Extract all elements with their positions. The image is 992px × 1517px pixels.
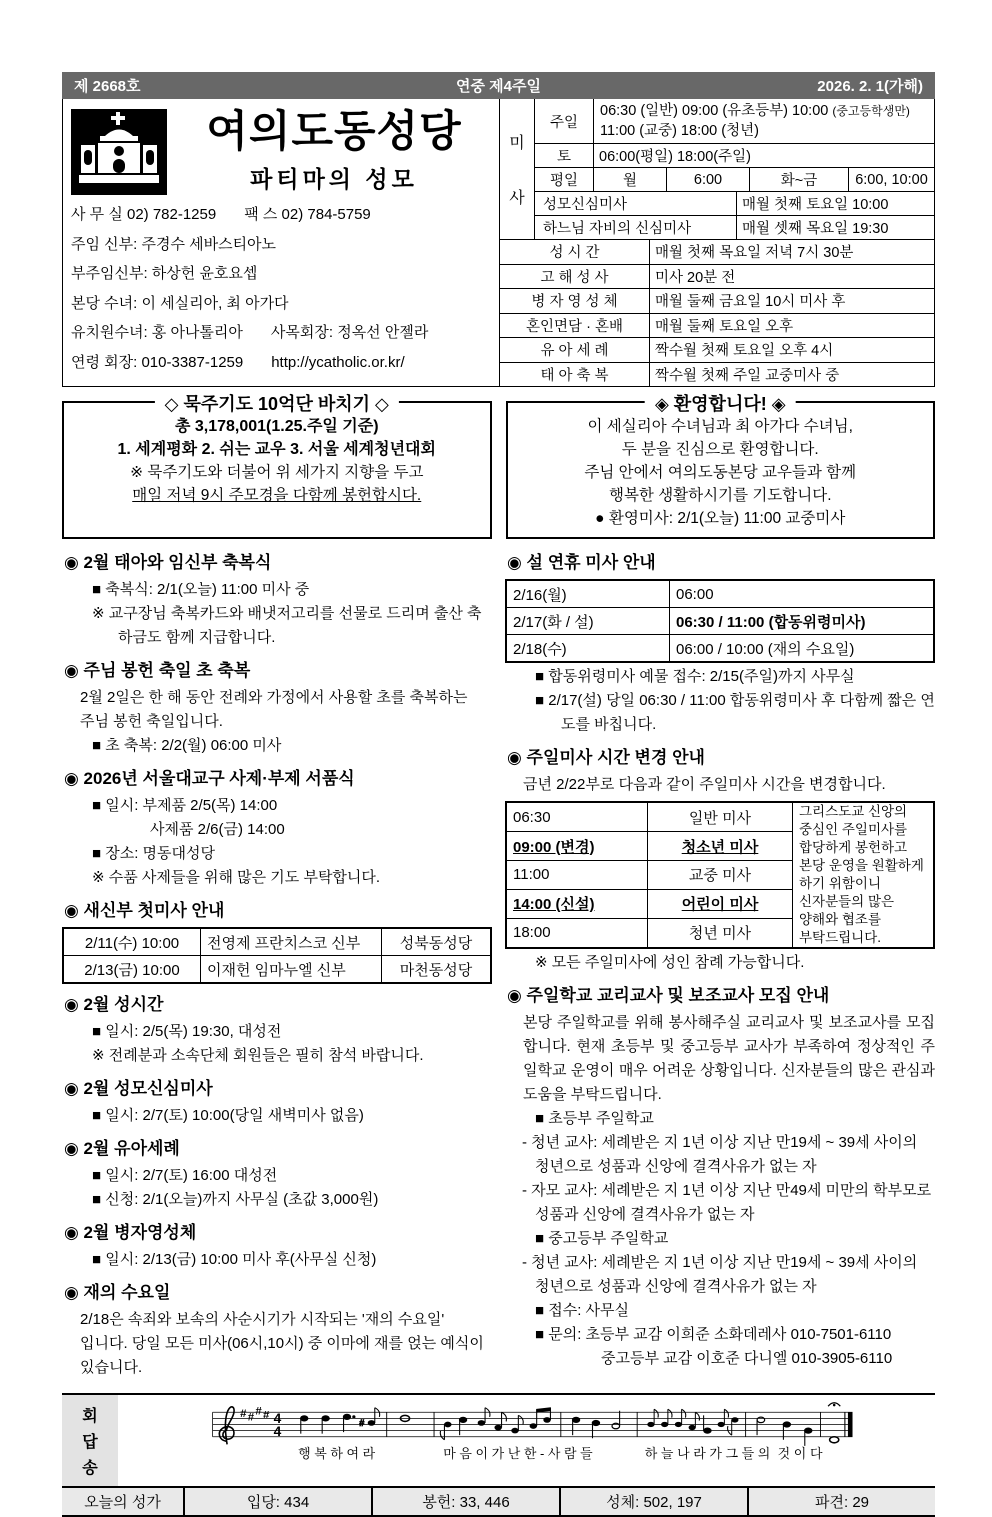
sunday-mass-row	[535, 99, 934, 144]
sharp-icon: #	[262, 1409, 270, 1422]
lyric-phrase: 하 늘 나 라 가 그 들 의	[644, 1446, 771, 1462]
section-fetus-blessing	[62, 551, 492, 650]
sunday-times-line2: 11:00 (교중) 18:00 (청년)	[600, 123, 759, 139]
section-paragraph: 2/18은 속죄와 보속의 사순시기가 시작되는 '재의 수요일' 입니다. 당일 모든 미사(06시,10시) 중 이마에 재를 얹는 예식이 있습니다.	[80, 1311, 484, 1376]
pastor-line: 주임 신부: 주경수 세바스티아노	[71, 235, 277, 253]
divine-mercy-label: 하느님 자비의 신심미사	[535, 216, 737, 239]
section-item: - 청년 교사: 세례받은 지 1년 이상 지난 만19세 ~ 39세 사이의 청년으로 성품과 신앙에 결격사유가 없는 자	[522, 1254, 918, 1295]
infant-baptism-row	[500, 338, 934, 363]
weekday-label: 평일	[535, 168, 594, 191]
bulletin-date: 2026. 2. 1(가해)	[817, 78, 923, 95]
top-info-section	[62, 99, 935, 387]
section-item: ■ 일시: 2/7(토) 10:00(당일 새벽미사 없음)	[92, 1107, 364, 1124]
table-row	[63, 928, 491, 956]
section-sick-communion	[62, 1221, 492, 1272]
sunday-times-note: (중고등학생만)	[832, 104, 910, 118]
confession-label: 고 해 성 사	[500, 265, 650, 289]
responsorial-psalm-label	[62, 1395, 118, 1486]
marriage-row	[500, 314, 934, 339]
sick-communion-label: 병 자 영 성 체	[500, 289, 650, 313]
mass-change-note: 그리스도교 신앙의 중심인 주일미사를 합당하게 봉헌하고 본당 운영을 원활하게 하기 위함이니 신자분들의 많은 양해와 협조를 부탁드립니다.	[793, 802, 935, 948]
right-column	[505, 549, 935, 1380]
mass-kind: 어린이 미사	[648, 889, 793, 918]
sunday-times	[594, 99, 934, 143]
communion-hymn: 성체: 502, 197	[559, 1488, 747, 1515]
entrance-hymn: 입당: 434	[183, 1488, 371, 1515]
offertory-hymn: 봉헌: 33, 446	[371, 1488, 559, 1515]
section-intro: 금년 2/22부로 다음과 같이 주일미사 시간을 변경합니다.	[523, 776, 886, 793]
section-item-cont: 사제품 2/6(금) 14:00	[150, 821, 285, 838]
rosary-box	[62, 394, 492, 539]
kindergarten-line	[71, 318, 491, 348]
section-paragraph: 본당 주일학교를 위해 봉사해주실 교리교사 및 보조교사를 모집합니다. 현재 초등부 및 중고등부 교사가 부족하여 정상적인 주일학교 운영이 매우 어려운 상황입니다. 신자분들의 많은 관심과 도움을 부탁드립니다.	[523, 1014, 935, 1103]
holiday-date: 2/16(월)	[506, 580, 670, 608]
divine-mercy-time: 매월 셋째 목요일 19:30	[742, 221, 889, 237]
section-title: ◉ 재의 수요일	[64, 1283, 171, 1302]
section-item: ■ 2/17(설) 당일 06:30 / 11:00 합동위령미사 후 다함께 짧은 연도를 바칩니다.	[535, 692, 935, 733]
mass-kind: 청소년 미사	[648, 832, 793, 861]
marian-devotion-time: 매월 첫째 토요일 10:00	[742, 197, 889, 213]
holy-hour-time: 매월 첫째 목요일 저녁 7시 30분	[655, 245, 854, 262]
section-title: ◉ 2월 병자영성체	[64, 1223, 197, 1242]
church-name-block	[177, 107, 491, 194]
sick-communion-row	[500, 289, 934, 314]
label-char: 답	[82, 1434, 98, 1451]
sick-communion-time: 매월 둘째 금요일 10시 미사 후	[655, 294, 846, 311]
svg-text:#: #	[359, 1418, 365, 1429]
church-icon	[71, 109, 167, 195]
section-paragraph: 2월 2일은 한 해 동안 전례와 가정에서 사용할 초를 축복하는 주님 봉헌 축일입니다.	[80, 689, 468, 730]
table-row	[63, 956, 491, 984]
sunday-label: 주일	[535, 99, 594, 143]
holiday-times: 06:00 / 10:00 (재의 수요일)	[670, 635, 935, 663]
first-mass-priest: 이재헌 임마누엘 신부	[201, 956, 382, 984]
section-title: ◉ 2월 태아와 임신부 축복식	[64, 553, 272, 572]
first-mass-priest: 전영제 프란치스코 신부	[201, 928, 382, 956]
welcome-box-title: ◈ 환영합니다! ◈	[645, 390, 796, 416]
masthead-bar	[62, 72, 935, 99]
first-mass-date: 2/11(수) 10:00	[63, 928, 201, 956]
welcome-line3: 주님 안에서 여의도동본당 교우들과 함께	[584, 464, 857, 481]
section-item: ■ 합동위령미사 예물 접수: 2/15(주일)까지 사무실	[535, 668, 855, 685]
section-item: ■ 신청: 2/1(오늘)까지 사무실 (초값 3,000원)	[92, 1191, 379, 1208]
responsorial-psalm-section	[62, 1393, 935, 1486]
label-char: 회	[82, 1408, 98, 1425]
pastoral-council-chair: 사목회장: 정옥선 안젤라	[270, 324, 429, 341]
content-columns	[62, 549, 935, 1380]
table-row	[506, 635, 934, 663]
logo-row	[71, 104, 491, 200]
section-title: ◉ 새신부 첫미사 안내	[64, 901, 225, 920]
marriage-time: 매월 둘째 토요일 오후	[655, 318, 794, 335]
dismissal-hymn: 파견: 29	[747, 1488, 935, 1515]
mass-time: 14:00 (신설)	[506, 889, 648, 918]
first-mass-parish: 성북동성당	[382, 928, 492, 956]
funeral-chair: 연령 회장: 010-3387-1259	[71, 353, 244, 371]
assistant-pastor-line: 부주임신부: 하상헌 윤호요셉	[71, 265, 258, 282]
office-phone: 사 무 실 02) 782-1259	[71, 206, 217, 223]
holy-hour-label: 성 시 간	[500, 240, 650, 264]
sisters-line: 본당 수녀: 이 세실리아, 최 아가다	[71, 294, 289, 312]
holiday-date: 2/17(화 / 설)	[506, 608, 670, 635]
funeral-line	[71, 348, 491, 378]
infant-baptism-time: 짝수월 첫째 토요일 오후 4시	[655, 343, 834, 360]
rosary-box-title: ◇ 묵주기도 10억단 바치기 ◇	[155, 390, 399, 416]
sharp-icon: #	[247, 1411, 255, 1424]
welcome-line4: 행복한 생활하시기를 기도합니다.	[608, 487, 832, 504]
section-ordination	[62, 767, 492, 890]
rosary-total: 총 3,178,001(1.25.주일 기준)	[174, 418, 379, 435]
mass-time: 18:00	[506, 918, 648, 948]
lunar-newyear-table	[505, 579, 935, 663]
section-item: ■ 접수: 사무실	[535, 1302, 630, 1319]
section-item: - 청년 교사: 세례받은 지 1년 이상 지난 만19세 ~ 39세 사이의 청년으로 성품과 신앙에 결격사유가 없는 자	[522, 1134, 918, 1175]
section-item: ■ 일시: 2/7(토) 16:00 대성전	[92, 1167, 278, 1184]
time-signature-top: 4	[273, 1410, 282, 1426]
section-item-cont: 중고등부 교감 이호준 다니엘 010-3905-6110	[601, 1350, 893, 1367]
mass-kind: 청년 미사	[648, 918, 793, 948]
rosary-intentions: 1. 세계평화 2. 쉬는 교우 3. 서울 세계청년대회	[117, 441, 436, 458]
section-marian-mass	[62, 1077, 492, 1128]
section-item: ■ 초 축복: 2/2(월) 06:00 미사	[92, 737, 282, 754]
lyric-phrase: 행 복 하 여 라	[298, 1446, 376, 1462]
marian-devotion-label: 성모신심미사	[535, 192, 737, 215]
section-title: ◉ 주일미사 시간 변경 안내	[507, 748, 705, 767]
table-row	[506, 580, 934, 608]
website-url: http://ycatholic.or.kr/	[271, 353, 405, 371]
section-item: - 자모 교사: 세례받은 지 1년 이상 지난 만49세 미만의 학부모로 성품과 신앙에 결격사유가 없는 자	[522, 1182, 932, 1223]
holy-hour-row	[500, 240, 934, 265]
table-row	[506, 802, 934, 832]
monday-time: 6:00	[667, 168, 750, 191]
music-staff	[124, 1397, 935, 1481]
time-signature-bottom: 4	[273, 1423, 282, 1439]
mass-side-label	[500, 99, 535, 239]
mass-side-char-2: 사	[509, 189, 525, 207]
saturday-label: 토	[535, 144, 594, 167]
holiday-date: 2/18(수)	[506, 635, 670, 663]
section-title: ◉ 주일학교 교리교사 및 보조교사 모집 안내	[507, 986, 830, 1005]
confession-row	[500, 265, 934, 290]
section-candle-blessing	[62, 659, 492, 758]
welcome-line1: 이 세실리아 수녀님과 최 아가다 수녀님,	[587, 418, 853, 435]
notice-boxes	[62, 394, 935, 539]
section-item: ■ 일시: 2/13(금) 10:00 미사 후(사무실 신청)	[92, 1251, 377, 1268]
section-title: ◉ 2월 성시간	[64, 995, 164, 1014]
holiday-times: 06:00	[670, 580, 935, 608]
first-mass-table	[62, 927, 492, 984]
section-item: ■ 축복식: 2/1(오늘) 11:00 미사 중	[92, 581, 310, 598]
section-note: ※ 모든 주일미사에 성인 참례 가능합니다.	[535, 954, 805, 971]
holiday-times: 06:30 / 11:00 (합동위령미사)	[670, 608, 935, 635]
section-first-mass	[62, 899, 492, 984]
church-subtitle: 파티마의 성모	[250, 165, 418, 192]
left-column	[62, 549, 492, 1380]
mass-times-block	[500, 99, 934, 240]
marian-devotion-row	[535, 192, 934, 216]
kindergarten-sister: 유치원수녀: 홍 아나톨리아	[71, 324, 243, 341]
todays-hymns-bar	[62, 1486, 935, 1517]
mass-change-table	[505, 801, 935, 949]
sunday-times-line1: 06:30 (일반) 09:00 (유초등부) 10:00	[600, 103, 833, 119]
monday-label: 월	[594, 168, 667, 191]
section-note: ※ 수품 사제들을 위해 많은 기도 부탁합니다.	[92, 869, 381, 886]
mass-kind: 교중 미사	[648, 861, 793, 890]
first-mass-date: 2/13(금) 10:00	[63, 956, 201, 984]
section-title: ◉ 주님 봉헌 축일 초 축복	[64, 661, 251, 680]
tue-fri-time: 6:00, 10:00	[855, 171, 928, 188]
church-logo-icon	[71, 109, 167, 195]
unborn-blessing-time: 짝수월 첫째 주일 교중미사 중	[655, 367, 840, 384]
mass-side-char-1: 미	[509, 135, 525, 153]
table-row	[506, 608, 934, 635]
confession-time: 미사 20분 전	[655, 269, 736, 286]
section-title: ◉ 2월 성모신심미사	[64, 1079, 213, 1098]
welcome-line2: 두 분을 진심으로 환영합니다.	[621, 441, 819, 458]
section-infant-baptism	[62, 1137, 492, 1212]
first-mass-parish: 마천동성당	[382, 956, 492, 984]
mass-time: 06:30	[506, 802, 648, 832]
liturgical-week: 연중 제4주일	[456, 78, 541, 95]
section-item: ■ 중고등부 주일학교	[535, 1230, 669, 1247]
section-item: ■ 장소: 명동대성당	[92, 845, 215, 862]
fax-number: 팩 스 02) 784-5759	[244, 206, 371, 223]
section-teacher-recruit	[505, 984, 935, 1371]
section-ash-wednesday	[62, 1281, 492, 1380]
section-title: ◉ 2월 유아세례	[64, 1139, 180, 1158]
mass-time: 11:00	[506, 861, 648, 890]
section-sunday-mass-change	[505, 746, 935, 975]
infant-baptism-label: 유 아 세 례	[500, 338, 650, 362]
welcome-box	[506, 394, 936, 539]
welcome-mass: ● 환영미사: 2/1(오늘) 11:00 교중미사	[595, 510, 846, 527]
church-identity-panel	[63, 99, 500, 386]
section-lunar-newyear	[505, 551, 935, 737]
section-title: ◉ 설 연휴 미사 안내	[507, 553, 656, 572]
saturday-times: 06:00(평일) 18:00(주일)	[599, 149, 751, 165]
music-staff-area	[118, 1395, 935, 1486]
sharp-icon: #	[240, 1407, 247, 1420]
mass-schedule-table	[500, 99, 934, 386]
rosary-note1: ※ 묵주기도와 더불어 위 세가지 지향을 두고	[130, 464, 424, 481]
church-name: 여의도동성당	[206, 107, 462, 156]
section-item: ■ 초등부 주일학교	[535, 1110, 654, 1127]
issue-number: 제 2668호	[74, 78, 141, 95]
marriage-label: 혼인면담 · 혼배	[500, 314, 650, 338]
section-item: ■ 일시: 부제품 2/5(목) 14:00	[92, 797, 278, 814]
section-title: ◉ 2026년 서울대교구 사제·부제 서품식	[64, 769, 355, 788]
section-item: ■ 일시: 2/5(목) 19:30, 대성전	[92, 1023, 282, 1040]
rosary-note2: 매일 저녁 9시 주모경을 다함께 봉헌합시다.	[132, 487, 422, 504]
hymns-label: 오늘의 성가	[84, 1494, 161, 1511]
lyric-phrase: 마 음 이 가 난 한 - 사 람 들	[443, 1446, 593, 1462]
weekday-mass-row	[535, 168, 934, 192]
mass-kind: 일반 미사	[648, 802, 793, 832]
saturday-mass-row	[535, 144, 934, 168]
bulletin-sheet	[62, 72, 935, 1517]
contact-line	[71, 200, 491, 230]
section-item: ■ 문의: 초등부 교감 이희준 소화데레사 010-7501-6110	[535, 1326, 892, 1343]
section-note: ※ 교구장님 축복카드와 배냇저고리를 선물로 드리며 출산 축하금도 함께 지급합니다.	[92, 605, 482, 646]
unborn-blessing-row	[500, 363, 934, 387]
lyric-phrase: 것 이 다	[777, 1446, 823, 1462]
label-char: 송	[82, 1460, 98, 1477]
unborn-blessing-label: 태 아 축 복	[500, 363, 650, 387]
section-holy-hour	[62, 993, 492, 1068]
section-note: ※ 전례분과 소속단체 회원들은 필히 참석 바랍니다.	[92, 1047, 424, 1064]
tue-fri-label: 화~금	[750, 168, 849, 191]
sharp-icon: #	[255, 1405, 262, 1418]
mass-time: 09:00 (변경)	[506, 832, 648, 861]
divine-mercy-row	[535, 216, 934, 239]
